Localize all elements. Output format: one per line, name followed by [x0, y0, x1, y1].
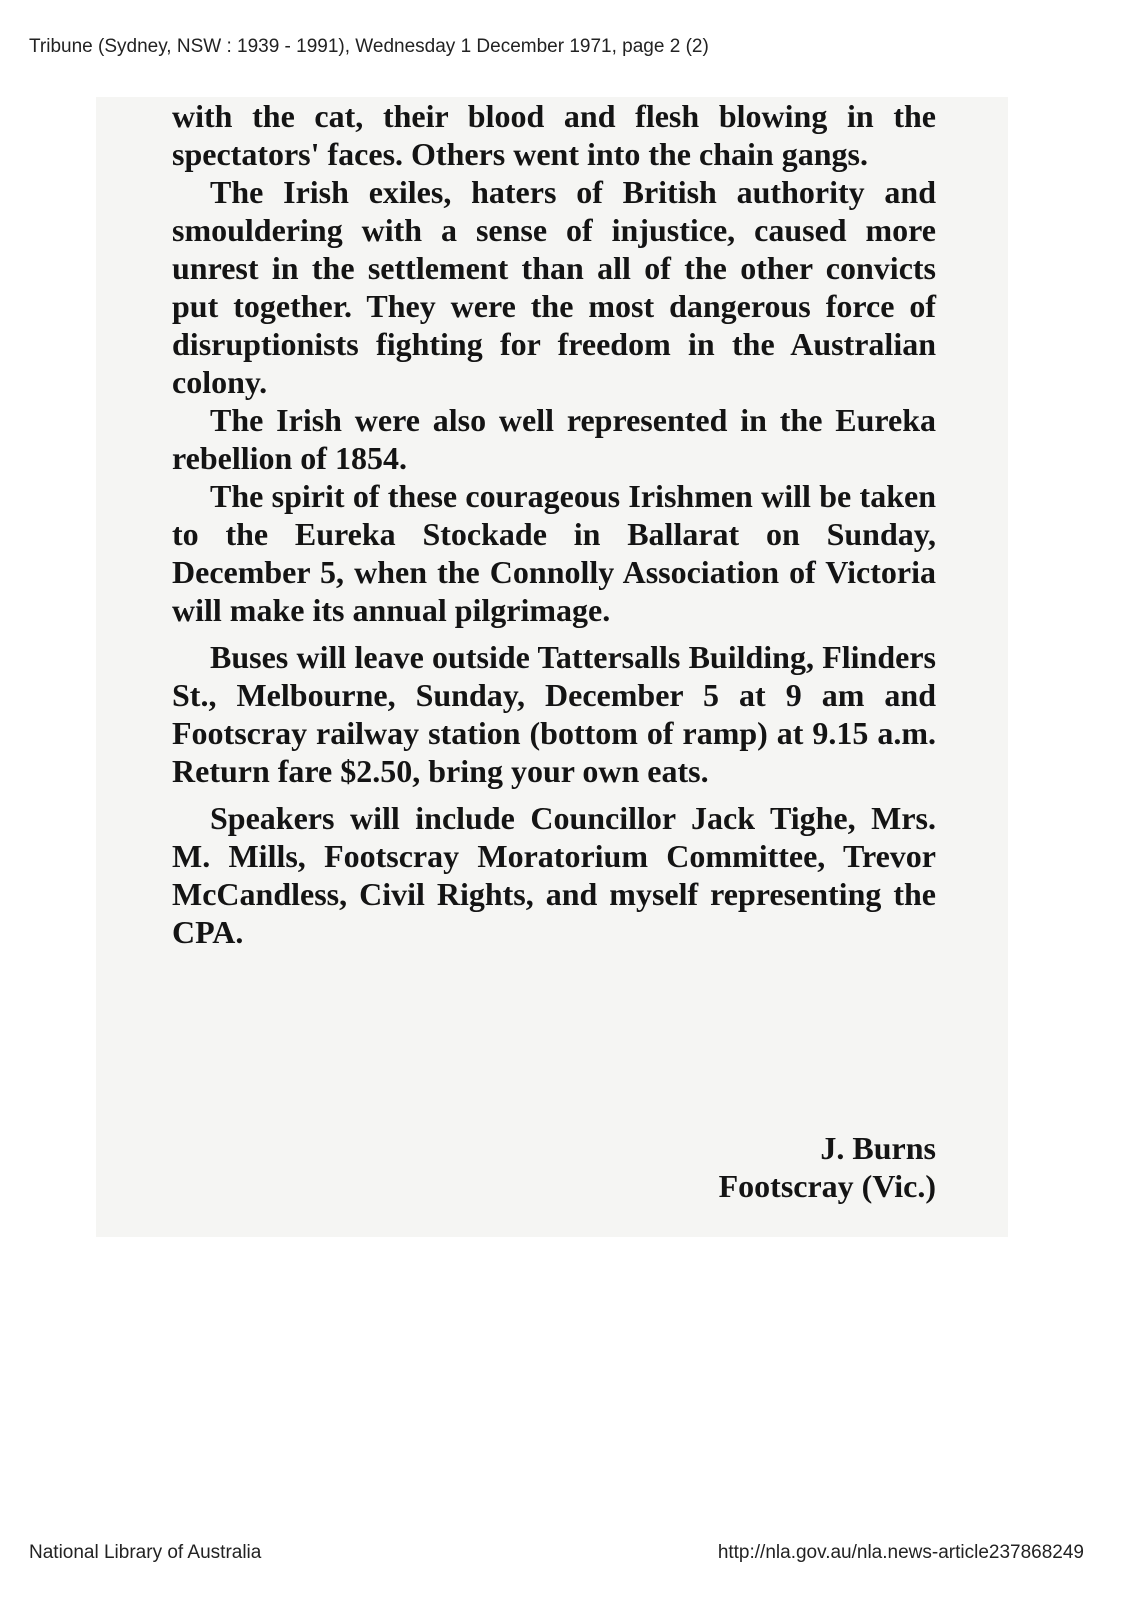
article-paragraph-3: The Irish were also well represented in the Eureka rebellion of 1854.	[172, 402, 936, 476]
page-citation-header: Tribune (Sydney, NSW : 1939 - 1991), Wednesday 1 December 1971, page 2 (2)	[29, 36, 709, 57]
footer-article-url[interactable]: http://nla.gov.au/nla.news-article237868249	[717, 1542, 1084, 1563]
newspaper-clipping	[96, 97, 1008, 1237]
article-paragraph-2: The Irish exiles, haters of British authority and smouldering with a sense of injustice, caused more unrest in the settlement than all of the other convicts put together. They were the most dangerous force of disruptionists fighting for freedom in the Australian colony.	[172, 174, 936, 400]
footer-source: National Library of Australia	[29, 1542, 262, 1563]
article-signature	[719, 1129, 936, 1205]
signature-location: Footscray (Vic.)	[718, 1168, 936, 1204]
article-paragraph-6: Speakers will include Councillor Jack Tighe, Mrs. M. Mills, Footscray Moratorium Committee, Trevor McCandless, Civil Rights, and myself representing the CPA.	[172, 800, 936, 950]
signature-name: J. Burns	[820, 1130, 936, 1166]
article-paragraph-1: with the cat, their blood and flesh blowing in the spectators' faces. Others went into the chain gangs.	[172, 98, 936, 172]
article-paragraph-4: The spirit of these courageous Irishmen will be taken to the Eureka Stockade in Ballarat on Sunday, December 5, when the Connolly Association of Victoria will make its annual pilgrimage.	[172, 478, 936, 628]
article-paragraph-5: Buses will leave outside Tattersalls Building, Flinders St., Melbourne, Sunday, December 5 at 9 am and Footscray railway station (bottom of ramp) at 9.15 a.m. Return fare $2.50, bring your own eats.	[172, 639, 936, 789]
article-body	[172, 97, 936, 951]
